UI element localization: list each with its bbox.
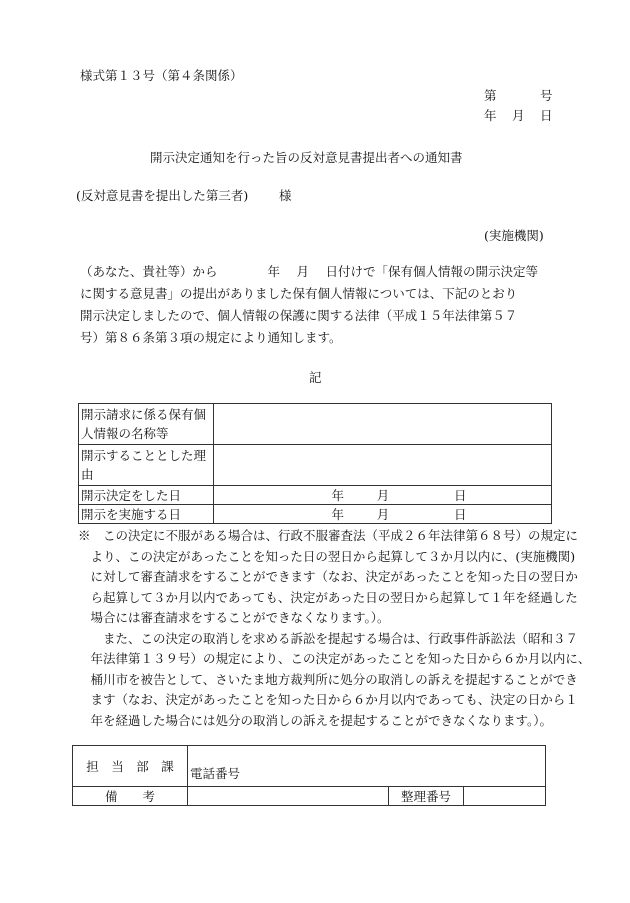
doc-number-prefix: 第 bbox=[484, 88, 497, 103]
decision-year: 年 bbox=[214, 486, 347, 505]
row-name-value bbox=[214, 404, 552, 445]
addressee-honorific: 様 bbox=[279, 188, 292, 203]
document-title: 開示決定通知を行った旨の反対意見書提出者への通知書 bbox=[150, 150, 463, 165]
note-line: 場合には審査請求をすることができなくなります。）。 bbox=[78, 610, 390, 625]
body-line: 号）第８６条第３項の規定により通知します。 bbox=[80, 330, 342, 345]
addressee-name: (反対意見書を提出した第三者) bbox=[76, 188, 249, 203]
sender: (実施機関) bbox=[484, 228, 544, 243]
remarks-label: 備 考 bbox=[73, 787, 188, 806]
decision-day: 日 bbox=[420, 486, 552, 505]
form-number: 様式第１３号（第４条関係） bbox=[80, 68, 243, 83]
note-line: ら起算して３か月以内であっても、決定があった日の翌日から起算して１年を経過した bbox=[78, 589, 578, 605]
note-line: ます（なお、決定があったことを知った日から６か月以内であっても、決定の日から１ bbox=[78, 692, 578, 707]
note-line: 年法律第１３９号）の規定により、この決定があったことを知った日から６か月以内に、 bbox=[78, 651, 591, 666]
notes bbox=[78, 526, 591, 731]
implementation-day: 日 bbox=[420, 505, 552, 524]
row-reason-label: 開示することとした理 由 bbox=[79, 445, 214, 486]
implementation-month: 月 bbox=[346, 505, 420, 524]
body-line: に関する意見書」の提出がありました保有個人情報については、下記のとおり bbox=[80, 286, 518, 301]
note-line: より、この決定があったことを知った日の翌日から起算して３か月以内に、(実施機関) bbox=[78, 548, 576, 564]
doc-number-suffix: 号 bbox=[540, 88, 553, 103]
date-day: 日 bbox=[540, 108, 553, 123]
implementation-year: 年 bbox=[214, 505, 347, 524]
footer-table bbox=[72, 745, 546, 806]
note-line: 年を経過した場合には処分の取消しの訴えを提起することができなくなります。）。 bbox=[78, 712, 553, 728]
row-reason-value bbox=[214, 445, 552, 486]
ki-heading: 記 bbox=[309, 370, 322, 385]
date-year: 年 bbox=[484, 108, 497, 123]
phone-label: 電話番号 bbox=[188, 746, 546, 787]
note-line: に対して審査請求をすることができます（なお、決定があったことを知った日の翌日か bbox=[78, 569, 578, 584]
ref-label: 整理番号 bbox=[389, 787, 464, 806]
note-line: ※ この決定に不服がある場合は、行政不服審査法（平成２６年法律第６８号）の規定に bbox=[78, 528, 579, 543]
remarks-value bbox=[188, 787, 389, 806]
note-line: また、この決定の取消しを求める訴訟を提起する場合は、行政事件訴訟法（昭和３７ bbox=[78, 630, 579, 646]
date-month: 月 bbox=[512, 108, 525, 123]
info-table bbox=[78, 403, 552, 524]
note-line: 桶川市を被告として、さいたま地方裁判所に処分の取消しの訴えを提起することができ bbox=[78, 671, 578, 687]
decision-month: 月 bbox=[346, 486, 420, 505]
row-implementation-date-label: 開示を実施する日 bbox=[79, 505, 214, 524]
row-decision-date-label: 開示決定をした日 bbox=[79, 486, 214, 505]
body-line: （あなた、貴社等）から 年 月 日付けで「保有個人情報の開示決定等 bbox=[80, 264, 538, 279]
row-name-label: 開示請求に係る保有個 人情報の名称等 bbox=[79, 404, 214, 445]
body-line: 開示決定しましたので、個人情報の保護に関する法律（平成１５年法律第５７ bbox=[80, 308, 518, 323]
ref-value bbox=[464, 787, 546, 806]
dept-label: 担 当 部 課 bbox=[73, 746, 188, 787]
